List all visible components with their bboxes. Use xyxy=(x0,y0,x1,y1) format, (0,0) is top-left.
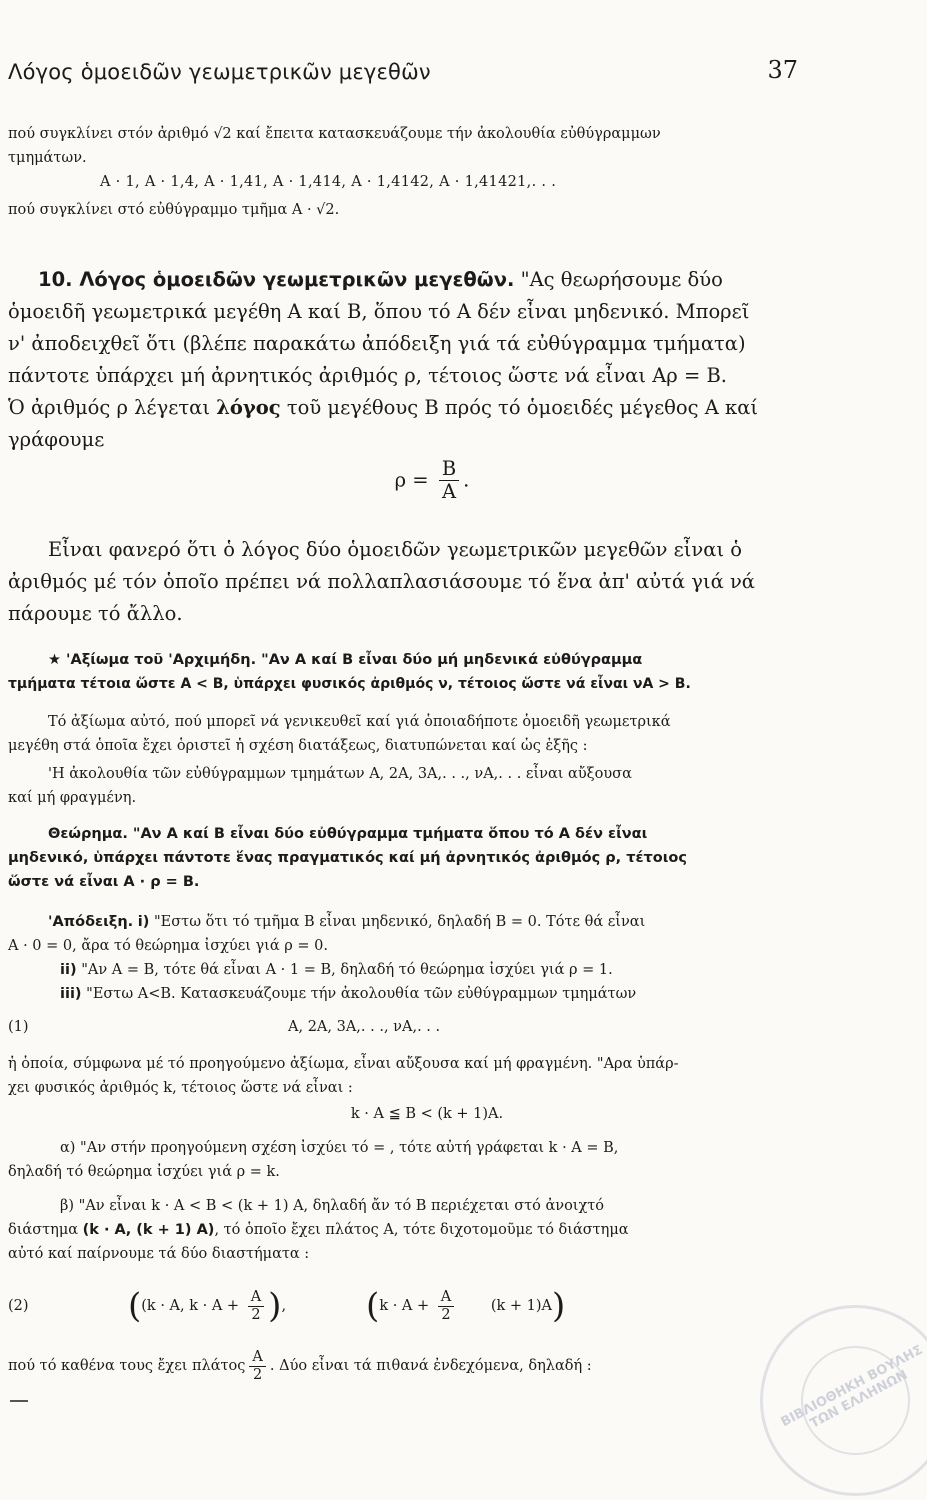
equation-1 xyxy=(8,1014,816,1040)
axiom-gen-2: μεγέθη στά ὁποῖα ἔχει ὁριστεῖ ἡ σχέση διατάξεως, διατυπώνεται καί ὡς ἑξῆς : xyxy=(8,738,588,754)
inequality: k · Α ≦ Β < (k + 1)Α. xyxy=(350,1106,504,1122)
fraction-denominator-3: 2 xyxy=(253,1366,263,1383)
fraction-numerator-2: Α xyxy=(438,1289,454,1307)
definition-pre: Ὁ ἀριθμός ρ λέγεται xyxy=(8,396,217,419)
definition-post: τοῦ μεγέθους Β πρός τό ὁμοειδές μέγεθος Α καί xyxy=(280,396,759,419)
beta-2-post: , τό ὁποῖο ἔχει πλάτος Α, τότε διχοτομοῦμε τό διάστημα xyxy=(214,1222,629,1238)
theorem-text-3: ὥστε νά εἶναι Α · ρ = Β. xyxy=(8,874,200,890)
definition-line xyxy=(8,392,816,424)
alpha-line-1: α) "Αν στήν προηγούμενη σχέση ἰσχύει τό = , τότε αὐτή γράφεται k · Α = Β, xyxy=(60,1140,619,1156)
fraction-numerator: Α xyxy=(248,1289,264,1307)
last-line xyxy=(8,1344,816,1388)
axiom-title: ★ 'Αξίωμα τοῦ 'Αρχιμήδη. xyxy=(48,652,257,668)
interval-right-end: (k + 1)Α xyxy=(490,1298,553,1314)
margin-mark xyxy=(10,1400,28,1402)
proof-ii-text: "Αν Α = Β, τότε θά εἶναι Α · 1 = Β, δηλαδή τό θεώρημα ἰσχύει γιά ρ = 1. xyxy=(81,962,613,978)
section-10 xyxy=(8,264,816,630)
intro-sequence: Α · 1, Α · 1,4, Α · 1,41, Α · 1,414, Α · 1,4142, Α · 1,41421,. . . xyxy=(100,174,557,190)
page-header xyxy=(8,56,798,96)
section-heading: 10. Λόγος ὁμοειδῶν γεωμετρικῶν μεγεθῶν. xyxy=(38,268,515,291)
beta-line-2 xyxy=(8,1218,816,1242)
last-line-pre: πού τό καθένα τους ἔχει πλάτος xyxy=(8,1358,246,1374)
interval-right: (k · Α + $\frac{A}{2}$ (k + 1)Α) xyxy=(366,1286,566,1326)
stamp-text: ΒΙΒΛΙΟΘΗΚΗ ΒΟΥΛΗΣ ΤΩΝ ΕΛΛΗΝΩΝ xyxy=(778,1342,926,1432)
proof-iii-label: iii) xyxy=(60,986,82,1002)
proof-i-text-2: Α · 0 = 0, ἄρα τό θεώρημα ἰσχύει γιά ρ = 0. xyxy=(8,938,328,954)
axiom-gen-1: Τό ἀξίωμα αὐτό, πού μπορεῖ νά γενικευθεῖ καί γιά ὁποιαδήποτε ὁμοειδῆ γεωμετρικά xyxy=(48,714,671,730)
interval-left: ((k · Α, k · Α + $\frac{A}{2}$ ), xyxy=(128,1286,287,1326)
fraction-numerator-3: Α xyxy=(249,1349,265,1367)
proof-i-text-1: "Εστω ὅτι τό τμῆμα Β εἶναι μηδενικό, δηλαδή Β = 0. Τότε θά εἶναι xyxy=(154,914,646,930)
interval-left-fraction xyxy=(248,1289,264,1323)
last-line-post: . Δύο εἶναι τά πιθανά ἐνδεχόμενα, δηλαδή : xyxy=(269,1358,592,1374)
proof-after-1: ἡ ὁποία, σύμφωνα μέ τό προηγούμενο ἀξίωμα, εἶναι αὔξουσα καί μή φραγμένη. "Αρα ὑπάρ- xyxy=(8,1056,679,1072)
formula-fraction xyxy=(439,458,459,504)
equation-2 xyxy=(8,1278,816,1334)
intro-line-3: πού συγκλίνει στό εὐθύγραμμο τμῆμα Α · √2. xyxy=(8,202,340,218)
section-text-1: ὁμοειδῆ γεωμετρικά μεγέθη Α καί Β, ὅπου τό Α δέν εἶναι μηδενικό. Μπορεῖ xyxy=(8,300,750,323)
proof-i-label: i) xyxy=(137,914,150,930)
theorem-text-2: μηδενικό, ὑπάρχει πάντοτε ἕνας πραγματικός καί μή ἀρνητικός ἀριθμός ρ, τέτοιος xyxy=(8,850,687,866)
proof-ii-label: ii) xyxy=(60,962,77,978)
proof-block xyxy=(8,910,816,1388)
fraction-denominator-2: 2 xyxy=(441,1306,451,1323)
para2-line-0: Εἶναι φανερό ὅτι ὁ λόγος δύο ὁμοειδῶν γεωμετρικῶν μεγεθῶν εἶναι ὁ xyxy=(48,538,743,561)
intro-line-1: πού συγκλίνει στόν ἀριθμό √2 καί ἔπειτα κατασκευάζουμε τήν ἀκολουθία εὐθύγραμμων xyxy=(8,126,661,142)
section-text-3: πάντοτε ὑπάρχει μή ἀρνητικός ἀριθμός ρ, τέτοιος ὥστε νά εἶναι Αρ = Β. xyxy=(8,364,728,387)
axiom-text-1: "Αν Α καί Β εἶναι δύο μή μηδενικά εὐθύγραμμα xyxy=(261,652,643,668)
alpha-line-2: δηλαδή τό θεώρημα ἰσχύει γιά ρ = k. xyxy=(8,1164,280,1180)
beta-2-interval: (k · Α, (k + 1) Α) xyxy=(82,1222,215,1238)
equation-1-label: (1) xyxy=(8,1019,29,1035)
para2-line-1: ἀριθμός μέ τόν ὁποῖο πρέπει νά πολλαπλασιάσουμε τό ἕνα ἀπ' αὐτά γιά νά xyxy=(8,570,755,593)
proof-iii-text: "Εστω Α<Β. Κατασκευάζουμε τήν ἀκολουθία τῶν εὐθύγραμμων τμημάτων xyxy=(86,986,637,1002)
formula-numerator: Β xyxy=(439,458,459,481)
section-text-2: ν' ἀποδειχθεῖ ὅτι (βλέπε παρακάτω ἀπόδειξη γιά τά εὐθύγραμμα τμήματα) xyxy=(8,332,746,355)
theorem-block xyxy=(8,822,816,894)
axiom-gen-3: 'Η ἀκολουθία τῶν εὐθύγραμμων τμημάτων Α, 2Α, 3Α,. . ., νΑ,. . . εἶναι αὔξουσα xyxy=(48,766,632,782)
section-text-0: "Ας θεωρήσουμε δύο xyxy=(520,268,723,291)
beta-line-1: β) "Αν εἶναι k · Α < Β < (k + 1) Α, δηλαδή ἄν τό Β περιέχεται στό ἀνοιχτό xyxy=(60,1198,605,1214)
formula-denominator: Α xyxy=(441,480,457,504)
running-title: Λόγος ὁμοειδῶν γεωμετρικῶν μεγεθῶν xyxy=(8,60,431,84)
formula-end: . xyxy=(463,468,470,492)
intro-line-2: τμημάτων. xyxy=(8,150,87,166)
proof-after-2: χει φυσικός ἀριθμός k, τέτοιος ὥστε νά εἶναι : xyxy=(8,1080,353,1096)
interval-left-text: (k · Α, k · Α + xyxy=(141,1298,240,1314)
axiom-block xyxy=(8,648,816,810)
axiom-gen-4: καί μή φραγμένη. xyxy=(8,790,137,806)
fraction-denominator: 2 xyxy=(251,1306,261,1323)
section-text-write: γράφουμε xyxy=(8,428,105,451)
theorem-title: Θεώρημα. xyxy=(48,826,128,842)
para2-line-2: πάρουμε τό ἄλλο. xyxy=(8,602,183,625)
axiom-text-2: τμήματα τέτοια ὥστε Α < Β, ὑπάρχει φυσικός ἀριθμός ν, τέτοιος ὥστε νά εἶναι νΑ > Β. xyxy=(8,676,691,692)
beta-line-3: αὐτό καί παίρνουμε τά δύο διαστήματα : xyxy=(8,1246,310,1262)
beta-2-pre: διάστημα xyxy=(8,1222,83,1238)
intro-block xyxy=(8,122,816,222)
interval-right-text: k · Α + xyxy=(379,1298,430,1314)
interval-right-fraction xyxy=(438,1289,454,1323)
page-number: 37 xyxy=(767,56,798,84)
theorem-text-1: "Αν Α καί Β εἶναι δύο εὐθύγραμμα τμήματα ὅπου τό Α δέν εἶναι xyxy=(132,826,648,842)
last-line-fraction xyxy=(249,1349,265,1383)
equation-2-label: (2) xyxy=(8,1298,29,1314)
term-logos: λόγος xyxy=(216,396,281,419)
formula-lhs: ρ = xyxy=(394,468,429,492)
ratio-formula xyxy=(8,458,816,522)
equation-1-body: Α, 2Α, 3Α,. . ., νΑ,. . . xyxy=(288,1019,441,1035)
proof-title: 'Απόδειξη. xyxy=(48,914,134,930)
